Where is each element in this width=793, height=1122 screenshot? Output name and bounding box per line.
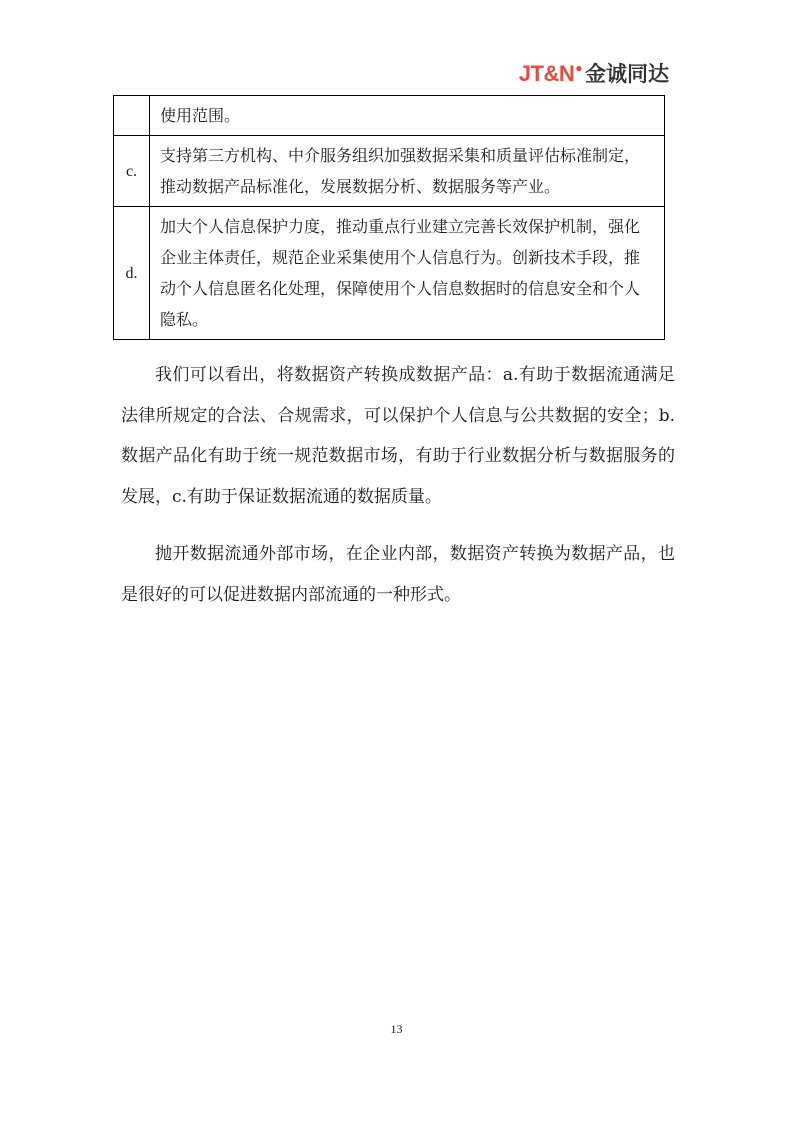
logo-dot-icon: ●	[575, 61, 582, 75]
row-label	[114, 96, 150, 136]
measures-table	[113, 95, 665, 340]
logo-latin-text: JT&N	[518, 61, 575, 86]
page-number: 13	[390, 1022, 403, 1036]
row-text: 支持第三方机构、中介服务组织加强数据采集和质量评估标准制定，推动数据产品标准化，发展数据分析、数据服务等产业。	[150, 136, 665, 207]
row-text: 使用范围。	[150, 96, 665, 136]
body-paragraph-conclusion: 我们可以看出，将数据资产转换成数据产品：a.有助于数据流通满足法律所规定的合法、合规需求，可以保护个人信息与公共数据的安全；b.数据产品化有助于统一规范数据市场，有助于行业数据分析与数据服务的发展，c.有助于保证数据流通的数据质量。	[121, 365, 675, 507]
table-row	[114, 96, 665, 136]
body-paragraph-internal: 抛开数据流通外部市场，在企业内部，数据资产转换为数据产品，也是很好的可以促进数据内部流通的一种形式。	[121, 544, 675, 605]
company-logo	[519, 58, 669, 88]
table-row	[114, 207, 665, 340]
row-label: c.	[114, 136, 150, 207]
logo-chinese-text: 金诚同达	[585, 63, 669, 86]
table-row	[114, 136, 665, 207]
row-label: d.	[114, 207, 150, 340]
row-text: 加大个人信息保护力度，推动重点行业建立完善长效保护机制，强化企业主体责任，规范企业采集使用个人信息行为。创新技术手段，推动个人信息匿名化处理，保障使用个人信息数据时的信息安全和个人隐私。	[150, 207, 665, 340]
